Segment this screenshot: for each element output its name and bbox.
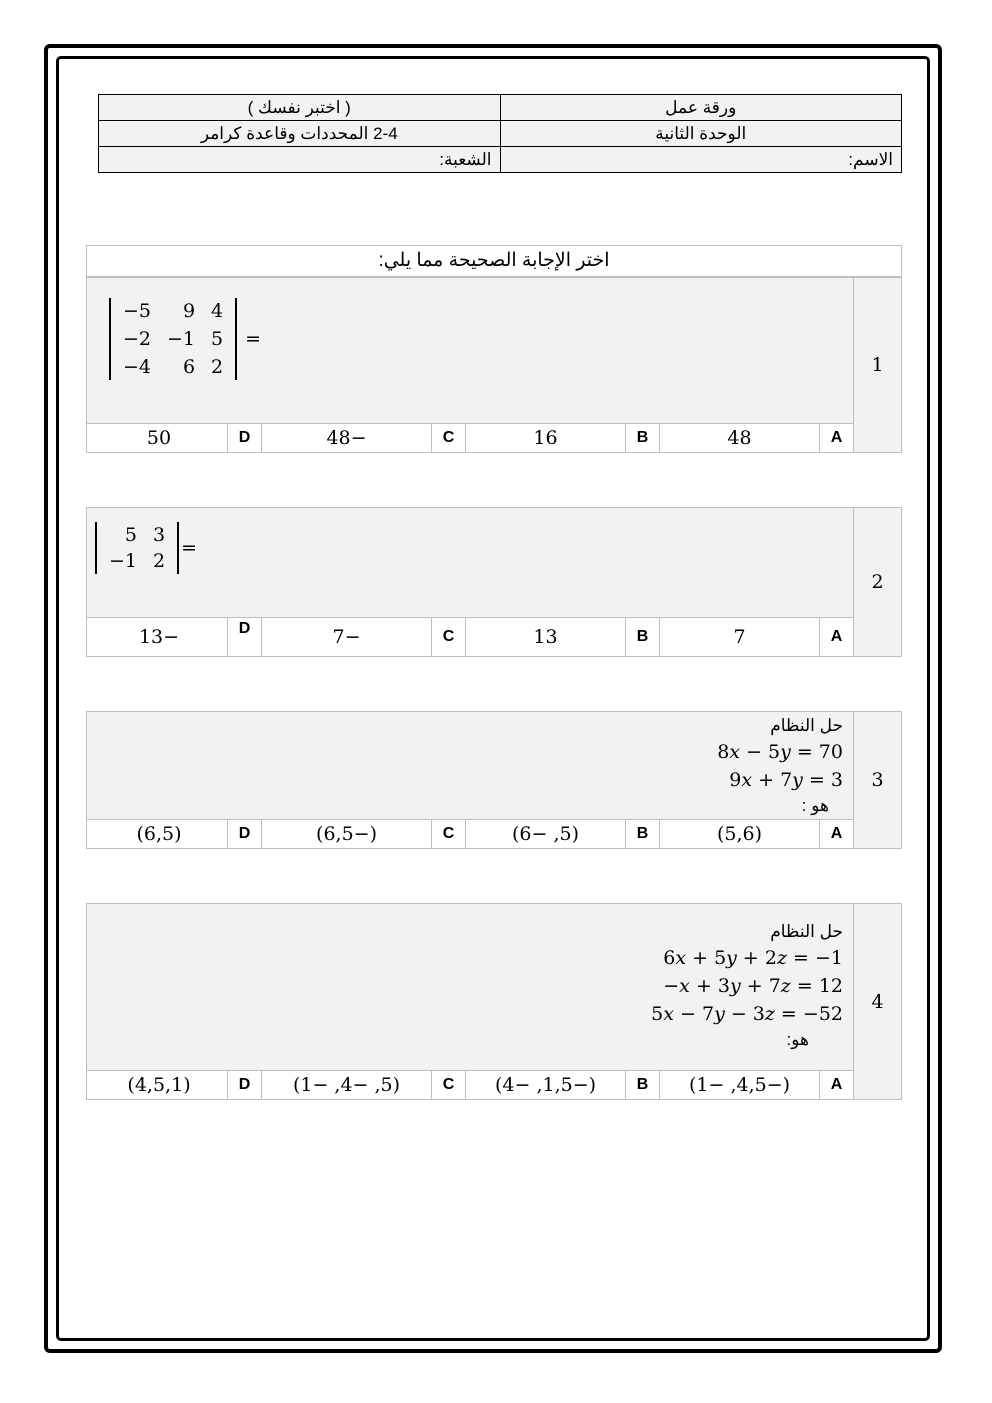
option-c-label: C [431, 424, 465, 452]
system-outro: هو : [801, 796, 829, 815]
matrix-cell: 5 [124, 524, 138, 546]
equation-system [651, 920, 843, 1052]
section-field[interactable]: الشعبة: [99, 147, 501, 173]
option-a-label: A [819, 618, 853, 656]
test-yourself-title: ( اختبر نفسك ) [99, 95, 501, 121]
option-c-label: C [431, 820, 465, 848]
option-a[interactable]: 7 [659, 618, 819, 656]
equation-system [717, 714, 843, 818]
lesson-title: 2-4 المحددات وقاعدة كرامر [99, 121, 501, 147]
worksheet-title: ورقة عمل [500, 95, 902, 121]
option-d-label: D [227, 820, 261, 848]
option-d[interactable]: −13 [138, 626, 180, 648]
option-d-label: D [227, 618, 261, 656]
question-number: 4 [853, 904, 901, 1099]
option-d-label: D [227, 424, 261, 452]
question-4 [86, 903, 902, 1100]
question-number: 3 [853, 712, 901, 848]
header-table [98, 94, 902, 173]
option-b-label: B [625, 1071, 659, 1099]
determinant-bar-right [177, 522, 179, 574]
option-d[interactable]: 50 [146, 427, 172, 449]
option-a-label: A [819, 424, 853, 452]
option-d[interactable]: (4,5,1) [127, 1074, 191, 1096]
option-a-label: A [819, 1071, 853, 1099]
option-b-label: B [625, 618, 659, 656]
option-b[interactable]: (5, −6) [465, 820, 625, 848]
matrix-cell: 4 [211, 300, 224, 322]
matrix-cell: −2 [123, 328, 152, 350]
determinant-2x2 [95, 522, 197, 574]
answer-row [87, 819, 853, 848]
matrix-cell: 3 [153, 524, 166, 546]
option-a[interactable]: (−4,5, −1) [659, 1071, 819, 1099]
matrix-cell: 5 [211, 328, 224, 350]
question-number: 1 [853, 278, 901, 452]
option-b-label: B [625, 820, 659, 848]
equation-3: 5𝑥 − 7𝑦 − 3𝑧 = −52 [651, 1003, 843, 1025]
unit-title: الوحدة الثانية [500, 121, 902, 147]
option-d[interactable]: (6,5) [136, 823, 182, 845]
answer-row [87, 617, 853, 656]
determinant-bar-right [235, 298, 237, 380]
option-b[interactable]: 16 [465, 424, 625, 452]
option-a-label: A [819, 820, 853, 848]
determinant-3x3 [109, 298, 261, 380]
equation-2: −𝑥 + 3𝑦 + 7𝑧 = 12 [663, 975, 843, 997]
option-b[interactable]: 13 [465, 618, 625, 656]
option-c[interactable]: −7 [261, 618, 431, 656]
system-intro: حل النظام [770, 716, 843, 735]
system-intro: حل النظام [770, 922, 843, 941]
system-outro: هو: [786, 1030, 809, 1049]
option-d-label: D [227, 1071, 261, 1099]
option-c[interactable]: (5, −4, −1) [261, 1071, 431, 1099]
matrix-cell: −1 [109, 550, 138, 572]
option-a[interactable]: 48 [659, 424, 819, 452]
option-c-label: C [431, 1071, 465, 1099]
matrix-cell: 2 [211, 356, 224, 378]
option-c-label: C [431, 618, 465, 656]
question-1 [86, 277, 902, 453]
equation-1: 8𝑥 − 5𝑦 = 70 [717, 741, 843, 763]
equals-sign: = [245, 328, 262, 350]
question-2 [86, 507, 902, 657]
answer-row [87, 1070, 853, 1099]
answer-row [87, 423, 853, 452]
matrix-cell: −5 [123, 300, 152, 322]
instruction-heading: اختر الإجابة الصحيحة مما يلي: [86, 245, 902, 277]
option-b[interactable]: (−1,5, −4) [465, 1071, 625, 1099]
option-c[interactable]: (−6,5) [261, 820, 431, 848]
option-c[interactable]: −48 [261, 424, 431, 452]
matrix-cell: 2 [153, 550, 166, 572]
option-a[interactable]: (5,6) [659, 820, 819, 848]
question-3 [86, 711, 902, 849]
option-b-label: B [625, 424, 659, 452]
matrix-cell: −4 [123, 356, 152, 378]
matrix-cell: −1 [167, 328, 196, 350]
equation-2: 9𝑥 + 7𝑦 = 3 [729, 769, 843, 791]
matrix-cell: 6 [182, 356, 196, 378]
question-number: 2 [853, 508, 901, 656]
name-field[interactable]: الاسم: [500, 147, 902, 173]
equation-1: 6𝑥 + 5𝑦 + 2𝑧 = −1 [663, 947, 843, 969]
matrix-cell: 9 [182, 300, 196, 322]
equals-sign: = [181, 537, 198, 559]
